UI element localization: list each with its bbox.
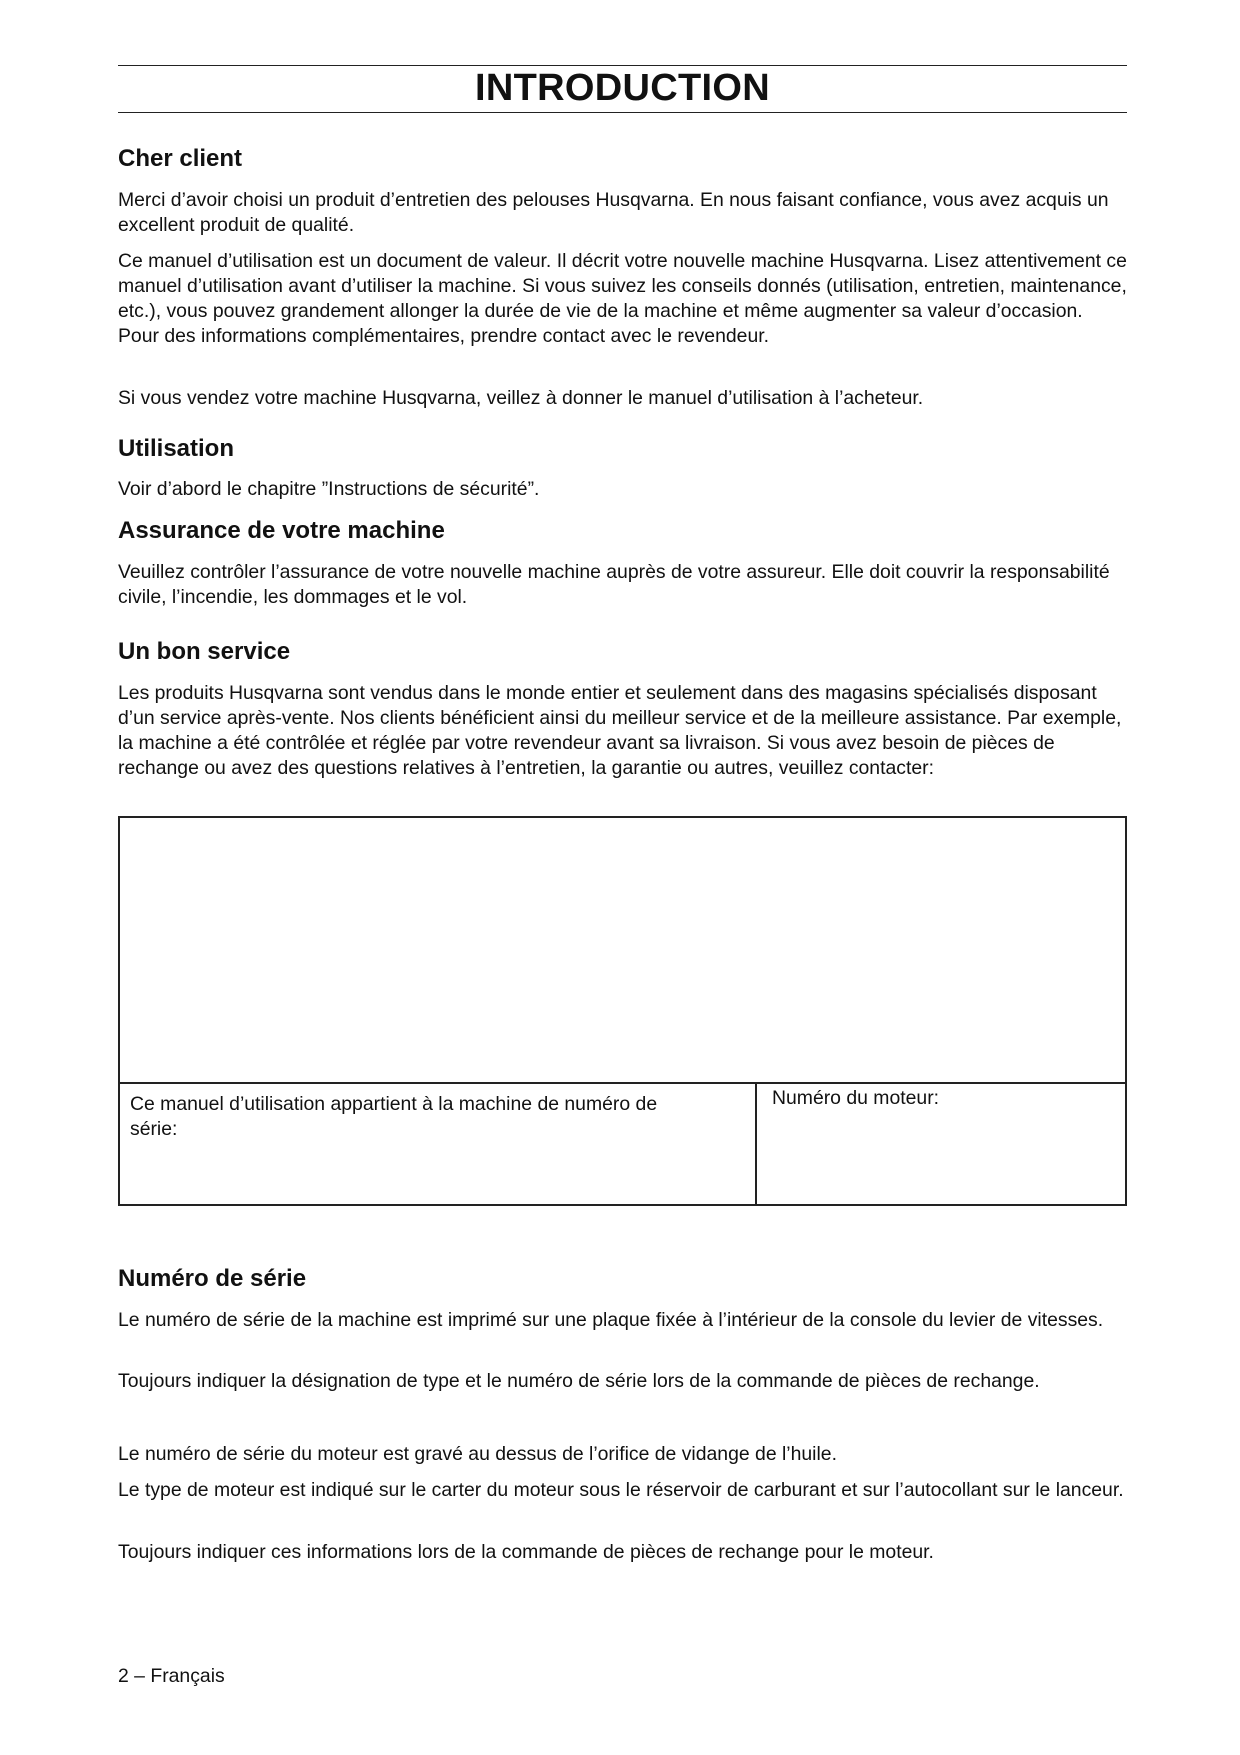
- page-title: INTRODUCTION: [475, 67, 770, 109]
- paragraph-utilisation-1: Voir d’abord le chapitre ”Instructions de sécurité”.: [118, 478, 540, 500]
- paragraph-numero-serie-2: Toujours indiquer la désignation de type et le numéro de série lors de la commande de pièces de rechange.: [118, 1370, 1040, 1392]
- paragraph-numero-serie-5: Toujours indiquer ces informations lors de la commande de pièces de rechange pour le moteur.: [118, 1541, 934, 1563]
- paragraph-numero-serie-4: Le type de moteur est indiqué sur le carter du moteur sous le réservoir de carburant et sur l’autocollant sur le lanceur.: [118, 1479, 1124, 1501]
- page-footer: 2 – Français: [118, 1665, 225, 1687]
- header-bottom-rule: [118, 112, 1127, 113]
- dealer-contact-box: [118, 816, 1127, 1206]
- paragraph-bon-service-1: Les produits Husqvarna sont vendus dans le monde entier et seulement dans des magasins spécialisés disposant d’un service après-vente. Nos clients bénéficient ainsi du meilleur service et de la meilleure assistance. Par exemple, la machine a été contrôlée et réglée par votre revendeur avant sa livraison. Si vous avez besoin de pièces de rechange ou avez des questions relatives à l’entretien, la garantie ou autres, veuillez contacter:: [118, 682, 1122, 779]
- paragraph-assurance-1: Veuillez contrôler l’assurance de votre nouvelle machine auprès de votre assureur. Elle doit couvrir la responsabilité civile, l’incendie, les dommages et le vol.: [118, 561, 1110, 608]
- paragraph-cher-client-2: Ce manuel d’utilisation est un document de valeur. Il décrit votre nouvelle machine Husqvarna. Lisez attentivement ce manuel d’utilisation avant d’utiliser la machine. Si vous suivez les conseils donnés (utilisation, entretien, maintenance, etc.), vous pouvez grandement allonger la durée de vie de la machine et même augmenter sa valeur d’occasion. Pour des informations complémentaires, prendre contact avec le revendeur.: [118, 250, 1127, 347]
- heading-utilisation: Utilisation: [118, 435, 235, 462]
- engine-number-label: Numéro du moteur:: [772, 1087, 940, 1109]
- paragraph-numero-serie-3: Le numéro de série du moteur est gravé au dessus de l’orifice de vidange de l’huile.: [118, 1443, 837, 1465]
- heading-numero-serie: Numéro de série: [118, 1265, 307, 1292]
- box-horizontal-divider: [120, 1082, 1125, 1084]
- heading-cher-client: Cher client: [118, 145, 243, 172]
- heading-assurance: Assurance de votre machine: [118, 517, 445, 544]
- serial-number-label: Ce manuel d’utilisation appartient à la machine de numéro de série:: [130, 1093, 658, 1140]
- paragraph-cher-client-3: Si vous vendez votre machine Husqvarna, veillez à donner le manuel d’utilisation à l’acheteur.: [118, 387, 924, 409]
- box-vertical-divider: [755, 1082, 757, 1204]
- paragraph-cher-client-1: Merci d’avoir choisi un produit d’entretien des pelouses Husqvarna. En nous faisant confiance, vous avez acquis un excellent produit de qualité.: [118, 189, 1109, 236]
- paragraph-numero-serie-1: Le numéro de série de la machine est imprimé sur une plaque fixée à l’intérieur de la console du levier de vitesses.: [118, 1309, 1104, 1331]
- heading-bon-service: Un bon service: [118, 638, 291, 665]
